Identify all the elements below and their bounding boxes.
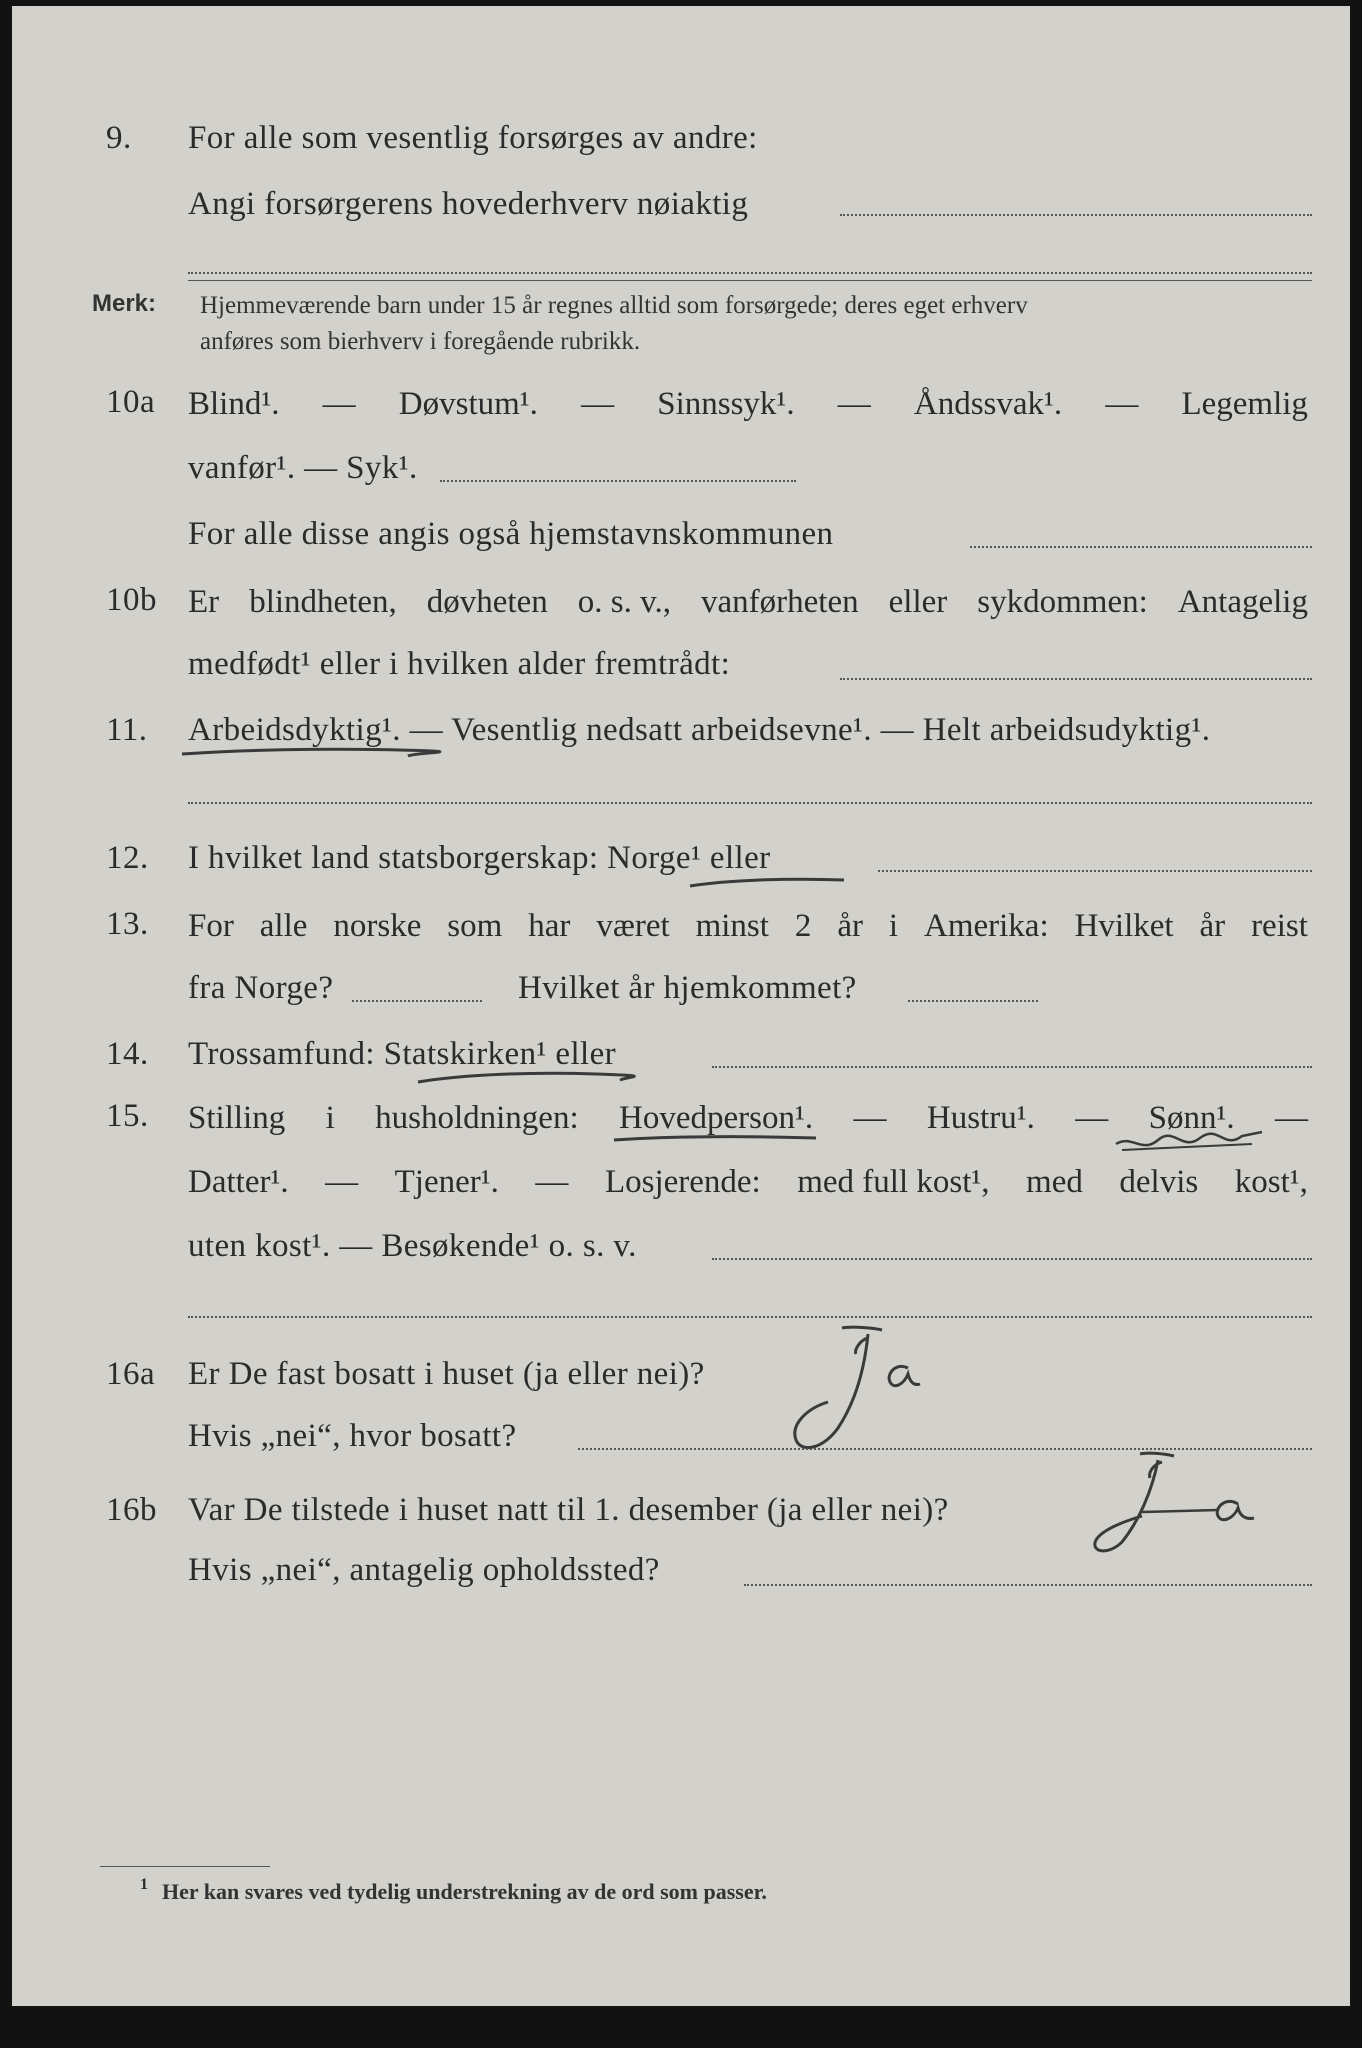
word: norske (333, 908, 422, 944)
q9-extra-line[interactable] (188, 272, 1312, 274)
item-number-9: 9. (106, 120, 132, 156)
dash: — (325, 1164, 359, 1200)
word: eller (888, 584, 948, 620)
q13-line1 (188, 908, 1308, 945)
word: vanførheten (701, 584, 859, 620)
word: minst (695, 908, 769, 944)
answer-text-16a: Ja (928, 1404, 929, 1405)
q15-line2 (188, 1164, 1308, 1201)
q13-line2b: Hvilket år hjemkommet? (518, 970, 857, 1006)
q10a-line2: vanfør¹. — Syk¹. (188, 450, 418, 486)
word: Er (188, 584, 220, 620)
census-form-page (12, 6, 1350, 2006)
footnote-text: Her kan svares ved tydelig understrekning av de ord som passer. (162, 1879, 767, 1904)
item-number-16b: 16b (106, 1492, 157, 1528)
item-number-13: 13. (106, 906, 149, 942)
merk-line2: anføres som bierhverv i foregående rubrikk. (200, 328, 641, 355)
word: døvheten (426, 584, 548, 620)
word: som (447, 908, 503, 944)
item-number-16a: 16a (106, 1356, 156, 1392)
word: reist (1251, 908, 1308, 944)
q10a-line3: For alle disse angis også hjemstavnskommunen (188, 516, 834, 552)
underline-norge (688, 874, 848, 894)
word: i (325, 1100, 335, 1136)
word: været (596, 908, 670, 944)
word: blindheten, (249, 584, 397, 620)
handwritten-answer-16b (1042, 1452, 1262, 1592)
word: husholdningen: (375, 1100, 579, 1136)
option-sonn[interactable]: Sønn¹. (1148, 1100, 1235, 1136)
q11-extra-line[interactable] (188, 802, 1312, 804)
underline-hovedperson (612, 1130, 822, 1150)
q10a-line1 (188, 386, 1308, 423)
word: har (528, 908, 571, 944)
dash: — (322, 386, 356, 422)
item-number-10b: 10b (106, 582, 157, 618)
divider (188, 280, 1312, 281)
q16a-answer-line[interactable] (578, 1448, 1312, 1450)
option-sinnssyk[interactable]: Sinnssyk¹. (657, 386, 795, 422)
option-hustru[interactable]: Hustru¹. (926, 1100, 1035, 1136)
q9-answer-line[interactable] (840, 214, 1312, 216)
word: alle (259, 908, 308, 944)
item-number-15: 15. (106, 1098, 149, 1134)
option-dovstum[interactable]: Døvstum¹. (398, 386, 538, 422)
dash: — (853, 1100, 887, 1136)
dash: — (837, 386, 871, 422)
word: i (888, 908, 899, 944)
answer-text-16b: Ja (1222, 1552, 1223, 1553)
word: For (188, 908, 234, 944)
q16b-answer-line[interactable] (744, 1584, 1312, 1586)
item-number-10a: 10a (106, 384, 156, 420)
q15-line3: uten kost¹. — Besøkende¹ o. s. v. (188, 1228, 637, 1264)
underline-statskirken (416, 1068, 636, 1092)
dash: — (1105, 386, 1139, 422)
handwritten-answer-16a (768, 1324, 968, 1474)
q16b-line1: Var De tilstede i huset natt til 1. desember (ja eller nei)? (188, 1492, 949, 1528)
dash: — (535, 1164, 569, 1200)
word: år (1199, 908, 1226, 944)
q9-line1: For alle som vesentlig forsørges av andre: (188, 120, 758, 156)
q15-answer-line[interactable] (712, 1258, 1312, 1260)
footnote-rule (100, 1866, 270, 1867)
q9-line2: Angi forsørgerens hovederhverv nøiaktig (188, 186, 749, 222)
option-legemlig[interactable]: Legemlig (1181, 386, 1308, 422)
q13-line2a: fra Norge? (188, 970, 334, 1006)
footnote-mark: 1 (140, 1876, 148, 1893)
scribble-sonn (1112, 1124, 1272, 1164)
q15-extra-line[interactable] (188, 1316, 1312, 1318)
word: 2 (794, 908, 812, 944)
word: delvis (1119, 1164, 1199, 1200)
q11-line1: Arbeidsdyktig¹. — Vesentlig nedsatt arbeidsevne¹. — Helt arbeidsudyktig¹. (188, 712, 1211, 748)
merk-note (200, 288, 1310, 360)
word: Losjerende: (604, 1164, 761, 1200)
word: med (1026, 1164, 1083, 1200)
merk-line1: Hjemmeværende barn under 15 år regnes alltid som forsørgede; deres eget erhverv (200, 292, 1028, 319)
word: o. s. v., (577, 584, 671, 620)
q16a-line2: Hvis „nei“, hvor bosatt? (188, 1418, 517, 1454)
word: Amerika: (924, 908, 1049, 944)
option-hovedperson[interactable]: Hovedperson¹. (619, 1100, 814, 1136)
word: Stilling (188, 1100, 286, 1136)
q10a-syk-line[interactable] (440, 480, 796, 482)
q13-hjemkommet-line[interactable] (908, 1000, 1038, 1002)
q10b-line2: medfødt¹ eller i hvilken alder fremtrådt: (188, 646, 731, 682)
q10a-hjemstavn-line[interactable] (970, 546, 1312, 548)
option-tjener[interactable]: Tjener¹. (394, 1164, 499, 1200)
underline-arbeidsdyktig (180, 742, 420, 766)
option-blind[interactable]: Blind¹. (188, 386, 280, 422)
item-number-12: 12. (106, 840, 149, 876)
word: år (837, 908, 863, 944)
dash: — (1274, 1100, 1308, 1136)
merk-label: Merk: (92, 290, 157, 317)
q13-reist-line[interactable] (352, 1000, 482, 1002)
item-number-14: 14. (106, 1036, 149, 1072)
item-number-11: 11. (106, 712, 148, 748)
dash: — (1075, 1100, 1109, 1136)
q10b-answer-line[interactable] (840, 678, 1312, 680)
q14-answer-line[interactable] (712, 1066, 1312, 1068)
option-full-kost[interactable]: med full kost¹, (797, 1164, 990, 1200)
option-delvis-kost[interactable]: kost¹, (1234, 1164, 1308, 1200)
word: Antagelig (1177, 584, 1308, 620)
dash: — (581, 386, 615, 422)
option-andssvak[interactable]: Åndssvak¹. (913, 386, 1063, 422)
word: sykdommen: (977, 584, 1148, 620)
q14-line1: Trossamfund: Statskirken¹ eller (188, 1036, 617, 1072)
q16b-line2: Hvis „nei“, antagelig opholdssted? (188, 1552, 660, 1588)
word: Hvilket (1074, 908, 1174, 944)
q12-line1: I hvilket land statsborgerskap: Norge¹ eller (188, 840, 771, 876)
q10b-line1 (188, 584, 1308, 621)
option-datter[interactable]: Datter¹. (188, 1164, 289, 1200)
q16a-line1: Er De fast bosatt i huset (ja eller nei)? (188, 1356, 705, 1392)
q12-answer-line[interactable] (878, 870, 1312, 872)
